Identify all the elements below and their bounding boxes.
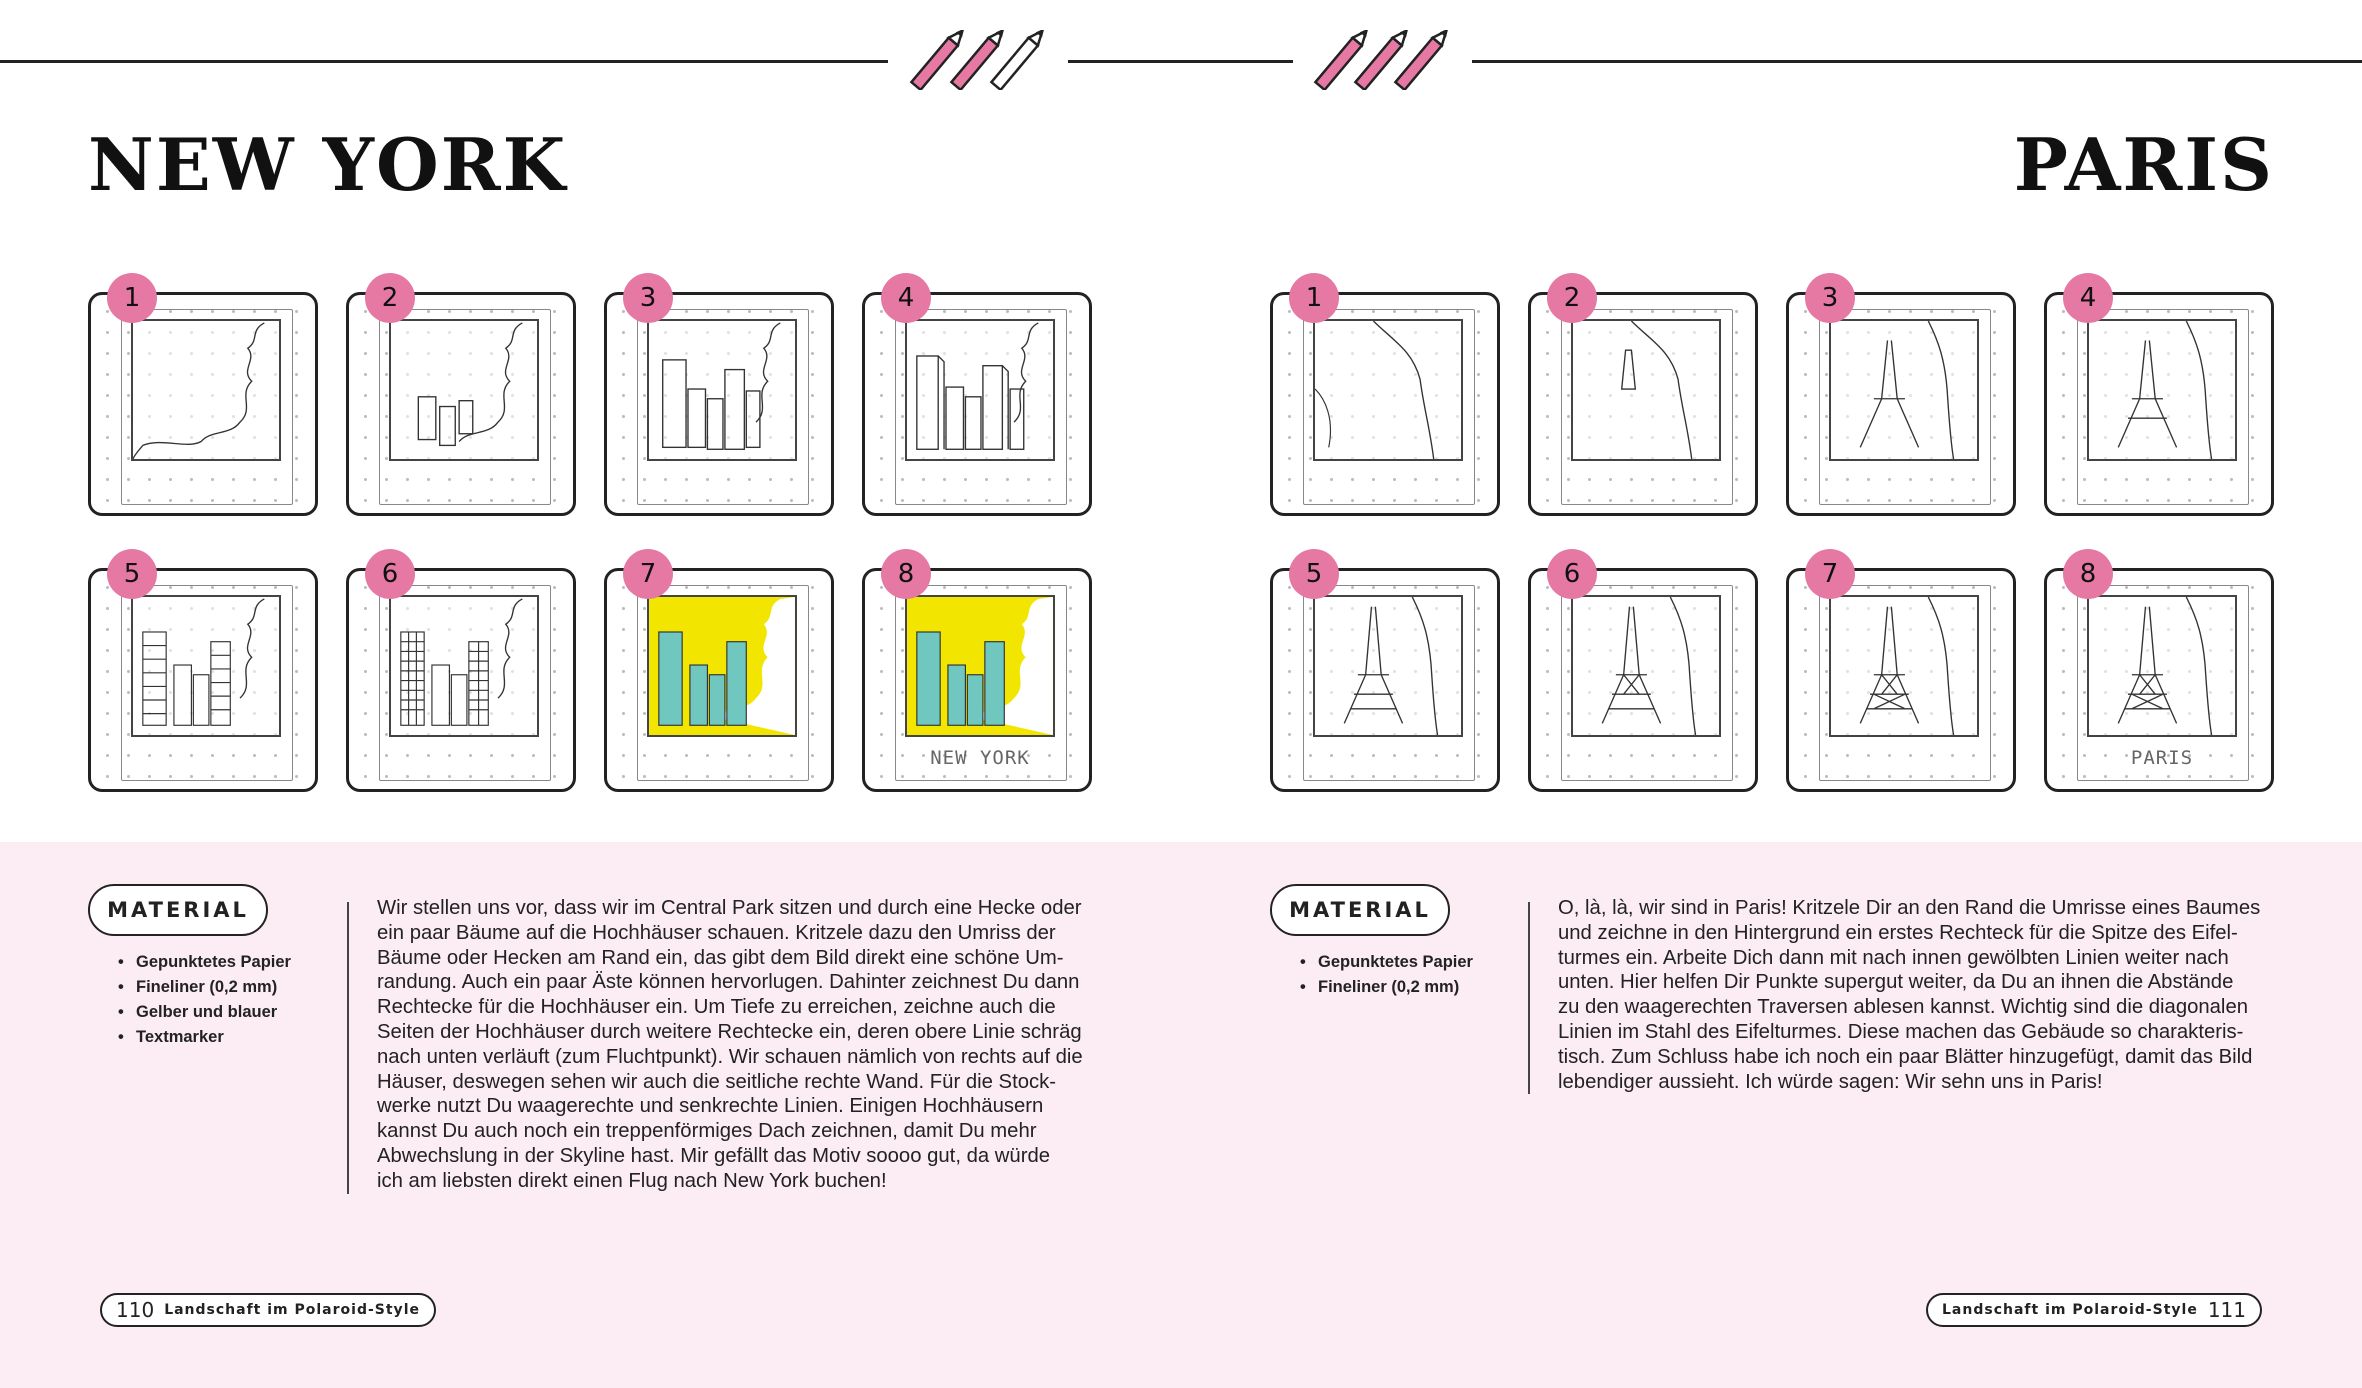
polaroid-card-paris-4 xyxy=(2044,283,2274,516)
sketch-ny-floors xyxy=(131,595,281,737)
page-title-paris: PARIS xyxy=(2013,122,2274,207)
polaroid-caption: PARIS xyxy=(2130,747,2194,769)
running-title: Landschaft im Polaroid-Style xyxy=(164,1302,420,1318)
polaroid-card-ny-4 xyxy=(862,283,1092,516)
step-badge: 3 xyxy=(623,273,673,323)
sketch-paris-tower-diagonals xyxy=(1571,595,1721,737)
top-rule-right xyxy=(1472,60,2362,63)
polaroid-card-paris-1 xyxy=(1270,283,1500,516)
polaroid-card-paris-6 xyxy=(1528,559,1758,792)
text-line: nach unten verläuft (zum Fluchtpunkt). Wir schauen nämlich von rechts auf die xyxy=(377,1045,1083,1068)
step-badge: 5 xyxy=(1289,549,1339,599)
sketch-paris-tower-lines xyxy=(2087,319,2237,461)
polaroid-card-ny-1 xyxy=(88,283,318,516)
text-line: Häuser, deswegen sehen wir auch die seitliche rechte Wand. Für die Stock- xyxy=(377,1070,1057,1093)
step-badge: 4 xyxy=(2063,273,2113,323)
text-line: O, là, là, wir sind in Paris! Kritzele Dir an den Rand die Umrisse eines Baumes xyxy=(1558,897,2261,919)
page-footer-left xyxy=(100,1293,436,1327)
text-line: werke nutzt Du waagerechte und senkrechte Linien. Einigen Hochhäusern xyxy=(377,1095,1044,1118)
step-badge: 3 xyxy=(1805,273,1855,323)
polaroid-caption: NEW YORK xyxy=(930,747,1030,769)
paris-steps-grid xyxy=(1270,283,2274,792)
instructions-text-left xyxy=(377,896,1083,1194)
material-item: • Gelber und blauer xyxy=(118,1000,291,1025)
polaroid-card-paris-3 xyxy=(1786,283,2016,516)
polaroid-card-ny-3 xyxy=(604,283,834,516)
material-list-left xyxy=(118,950,291,1050)
sketch-ny-skyline xyxy=(647,319,797,461)
page-footer-right xyxy=(1926,1293,2262,1327)
material-label-right: MATERIAL xyxy=(1270,884,1450,936)
page-number: 111 xyxy=(2207,1298,2246,1322)
step-badge: 8 xyxy=(2063,549,2113,599)
step-badge: 4 xyxy=(881,273,931,323)
polaroid-card-ny-8 xyxy=(862,559,1092,792)
text-line: Wir stellen uns vor, dass wir im Central Park sitzen und durch eine Hecke oder xyxy=(377,897,1082,919)
pencils-icon-right xyxy=(1310,30,1450,90)
text-line: zu den waagerechten Traversen ablesen kannst. Wichtig sind die diagonalen xyxy=(1558,996,2248,1019)
step-badge: 5 xyxy=(107,549,157,599)
step-badge: 1 xyxy=(107,273,157,323)
sketch-paris-tree xyxy=(1313,319,1463,461)
material-list-right xyxy=(1300,950,1473,1000)
text-line: Linien im Stahl des Eifelturmes. Diese machen das Gebäude so charakteris- xyxy=(1558,1020,2244,1043)
text-line: unten. Hier helfen Dir Punkte supergut weiter, da Du an ihnen die Abstände xyxy=(1558,971,2234,994)
text-rule-right xyxy=(1528,902,1530,1094)
sketch-ny-hedge xyxy=(131,319,281,461)
new-york-steps-grid xyxy=(88,283,1092,792)
step-badge: 7 xyxy=(1805,549,1855,599)
material-item: • Gepunktetes Papier xyxy=(118,950,291,975)
sketch-paris-tower-traverse xyxy=(1313,595,1463,737)
material-item: • Fineliner (0,2 mm) xyxy=(118,975,291,1000)
text-line: und zeichne in den Hintergrund ein erstes Rechteck für die Spitze des Eifel- xyxy=(1558,921,2238,944)
step-badge: 6 xyxy=(365,549,415,599)
sketch-paris-tower-outline xyxy=(1829,319,1979,461)
sketch-ny-skyline-sides xyxy=(905,319,1055,461)
text-line: randung. Auch ein paar Äste können hervorlugen. Dahinter zeichnest Du dann xyxy=(377,971,1080,994)
text-line: Rechtecke für die Hochhäuser ein. Um Tiefe zu erreichen, zeichne auch die xyxy=(377,996,1056,1019)
polaroid-card-paris-7 xyxy=(1786,559,2016,792)
material-item: • Fineliner (0,2 mm) xyxy=(1300,975,1473,1000)
polaroid-card-ny-2 xyxy=(346,283,576,516)
sketch-paris-top xyxy=(1571,319,1721,461)
text-line: Seiten der Hochhäuser durch weitere Rechtecke ein, deren obere Linie schräg xyxy=(377,1020,1082,1043)
polaroid-card-ny-6 xyxy=(346,559,576,792)
material-item: • Gepunktetes Papier xyxy=(1300,950,1473,975)
step-badge: 2 xyxy=(1547,273,1597,323)
step-badge: 7 xyxy=(623,549,673,599)
sketch-paris-final xyxy=(2087,595,2237,737)
pencils-icon-left xyxy=(906,30,1046,90)
step-badge: 8 xyxy=(881,549,931,599)
text-line: lebendiger aussieht. Ich würde sagen: Wir sehn uns in Paris! xyxy=(1558,1070,2103,1093)
top-rule-left xyxy=(0,60,888,63)
material-item-continued: • Textmarker xyxy=(118,1025,291,1050)
sketch-ny-final xyxy=(905,595,1055,737)
running-title: Landschaft im Polaroid-Style xyxy=(1942,1302,2198,1318)
text-line: turmes ein. Arbeite Dich dann mit nach innen gewölbten Linien weiter nach xyxy=(1558,946,2229,969)
step-badge: 6 xyxy=(1547,549,1597,599)
polaroid-card-ny-5 xyxy=(88,559,318,792)
instructions-text-right xyxy=(1558,896,2260,1094)
page-number: 110 xyxy=(116,1298,155,1322)
text-rule-left xyxy=(347,902,349,1194)
step-badge: 2 xyxy=(365,273,415,323)
polaroid-card-paris-5 xyxy=(1270,559,1500,792)
text-line: tisch. Zum Schluss habe ich noch ein paar Blätter hinzugefügt, damit das Bild xyxy=(1558,1045,2253,1068)
polaroid-card-paris-8 xyxy=(2044,559,2274,792)
step-badge: 1 xyxy=(1289,273,1339,323)
text-line: ein paar Bäume auf die Hochhäuser schauen. Kritzele dazu den Umriss der xyxy=(377,921,1056,944)
top-rule-center xyxy=(1068,60,1293,63)
page-title-new-york: NEW YORK xyxy=(88,122,568,207)
sketch-ny-detailed xyxy=(389,595,539,737)
sketch-paris-tower-detailed xyxy=(1829,595,1979,737)
text-line: kannst Du auch noch ein treppenförmiges Dach zeichnen, damit Du mehr xyxy=(377,1120,1037,1143)
text-line: Abwechslung in der Skyline hast. Mir gefällt das Motiv soooo gut, da würde xyxy=(377,1144,1051,1167)
sketch-ny-buildings-start xyxy=(389,319,539,461)
material-label-left: MATERIAL xyxy=(88,884,268,936)
text-line: Bäume oder Hecken am Rand ein, das gibt dem Bild direkt eine schöne Um- xyxy=(377,946,1064,969)
polaroid-card-ny-7 xyxy=(604,559,834,792)
sketch-ny-colored xyxy=(647,595,797,737)
polaroid-card-paris-2 xyxy=(1528,283,1758,516)
text-line: ich am liebsten direkt einen Flug nach New York buchen! xyxy=(377,1169,887,1192)
